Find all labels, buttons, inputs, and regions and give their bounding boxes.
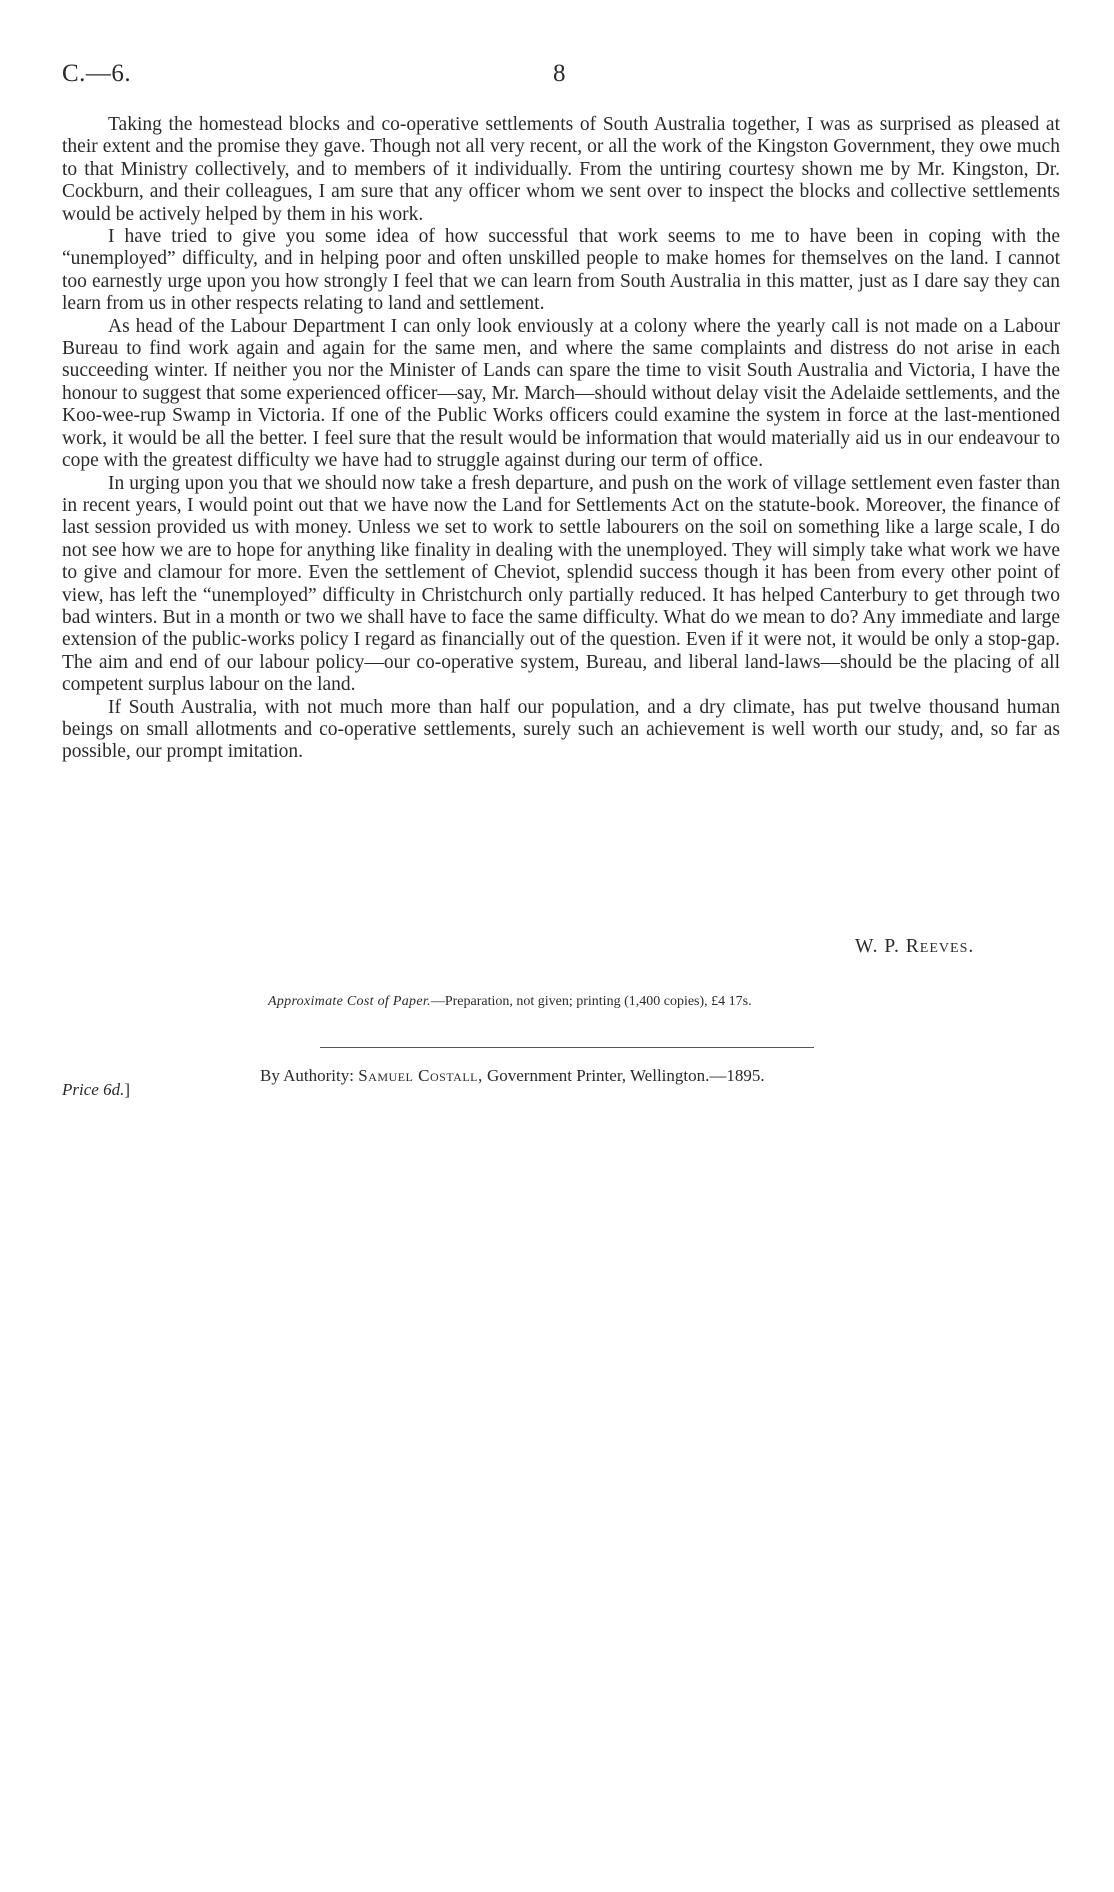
paragraph: If South Australia, with not much more than half our population, and a dry climate, has put twelve thousand human beings on small allotments and co-operative settlements, surely such an achievement is well worth our study, and, so far as possible, our prompt imitation. [62, 696, 1060, 763]
authority-prefix: By Authority: [260, 1066, 354, 1085]
cost-label: Approximate Cost of Paper. [268, 994, 431, 1009]
paragraph: Taking the homestead blocks and co-operative settlements of South Australia together, I was as surprised as pleased at their extent and the promise they gave. Though not all very recent, or all the work of the Kingston Government, they owe much to that Ministry collectively, and to members of it individually. From the untiring courtesy shown me by Mr. Kingston, Dr. Cockburn, and their colleagues, I am sure that any officer whom we sent over to inspect the blocks and collective settlements would be actively helped by them in his work. [62, 114, 1060, 225]
printer-name: Samuel Costall, [358, 1066, 483, 1085]
price-bracket: ] [124, 1080, 130, 1099]
price-text: Price 6d. [62, 1080, 125, 1099]
paragraph: I have tried to give you some idea of how successful that work seems to me to have been in coping with the “unemployed” difficulty, and in helping poor and often unskilled people to make homes for themselves on the land. I cannot too earnestly urge upon you how strongly I feel that we can learn from South Australia in this matter, just as I dare say they can learn from us in other respects relating to land and settlement. [62, 226, 1060, 315]
divider [320, 1047, 814, 1048]
signature-name: W. P. Reeves. [855, 936, 975, 957]
body-text [62, 114, 1060, 764]
paragraph: As head of the Labour Department I can only look enviously at a colony where the yearly call is not made on a Labour Bureau to find work again and again for the same men, and where the same complaints and distress do not arise in each succeeding winter. If neither you nor the Minister of Lands can spare the time to visit South Australia and Victoria, I have the honour to suggest that some experienced officer—say, Mr. March—should without delay visit the Adelaide settlements, and the Koo-wee-rup Swamp in Victoria. If one of the Public Works officers could examine the system in force at the last-mentioned work, it would be all the better. I feel sure that the result would be information that would materially aid us in our endeavour to cope with the greatest difficulty we have had to struggle against during our term of office. [62, 315, 1060, 472]
price-note [62, 1080, 130, 1100]
paragraph: In urging upon you that we should now take a fresh departure, and push on the work of village settlement even faster than in recent years, I would point out that we have now the Land for Settlements Act on the statute-book. Moreover, the finance of last session provided us with money. Unless we set to work to settle labourers on the soil on something like a large scale, I do not see how we are to hope for anything like finality in dealing with the unemployed. They will simply take what work we have to give and clamour for more. Even the settlement of Cheviot, splendid success though it has been from every other point of view, has left the “unemployed” difficulty in Christchurch only partially reduced. It has helped Canterbury to get through two bad winters. But in a month or two we shall have to face the same difficulty. What do we mean to do? Any immediate and large extension of the public-works policy I regard as financially out of the question. Even if it were not, it would be only a stop-gap. The aim and end of our labour policy—our co-operative system, Bureau, and liberal land-laws—should be the placing of all competent surplus labour on the land. [62, 472, 1060, 696]
signature [855, 936, 974, 958]
page-number: 8 [553, 60, 566, 87]
authority-suffix: Government Printer, Wellington.—1895. [486, 1066, 765, 1085]
printer-imprint [260, 1066, 765, 1086]
cost-note [268, 994, 752, 1010]
document-reference: C.—6. [62, 60, 132, 87]
cost-text: —Preparation, not given; printing (1,400 copies), £4 17s. [430, 994, 752, 1009]
